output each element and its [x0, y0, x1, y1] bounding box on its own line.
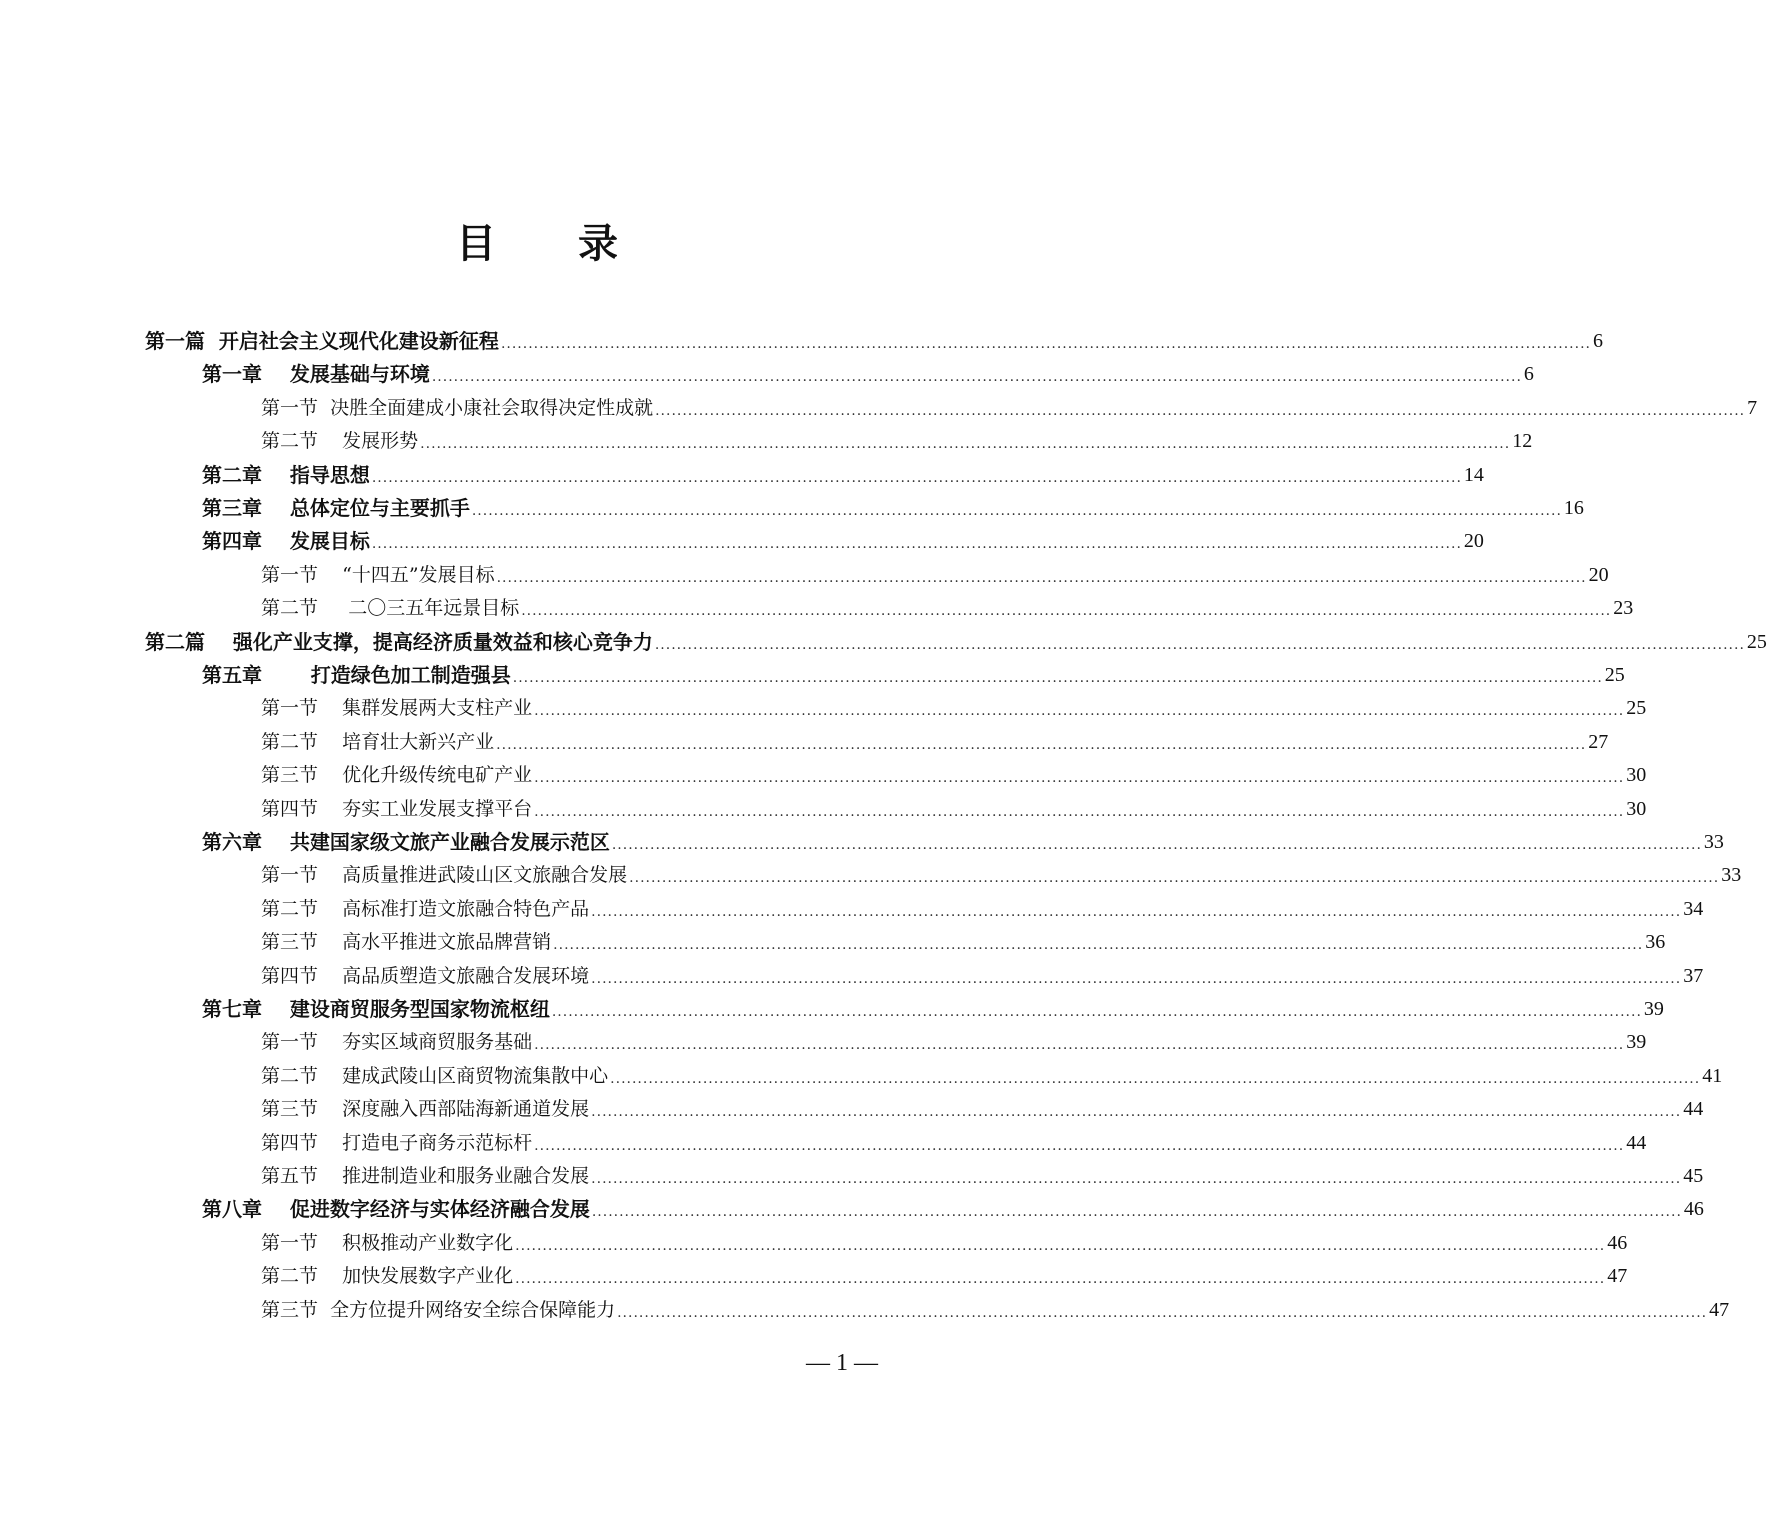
toc-entry-label: 第四章 发展目标 [202, 529, 370, 554]
toc-entry-page: 12 [1512, 430, 1533, 453]
toc-entry[interactable] [202, 456, 1484, 489]
toc-entry[interactable] [261, 723, 1609, 756]
toc-entry-label: 第一节 高质量推进武陵山区文旅融合发展 [261, 864, 628, 887]
toc-entry-page: 47 [1709, 1298, 1730, 1321]
dot-leader: ........................................................................................................................................................................................................ [515, 1271, 1606, 1288]
toc-entry[interactable] [261, 1257, 1628, 1290]
toc-entry[interactable] [145, 322, 1603, 355]
toc-entry[interactable] [261, 1057, 1723, 1090]
toc-entry[interactable] [261, 1224, 1628, 1257]
toc-entry-label: 第一节 集群发展两大支柱产业 [261, 697, 533, 720]
dot-leader: ........................................................................................................................................................................................................ [371, 536, 1462, 553]
toc-entry-page: 6 [1523, 363, 1534, 386]
toc-entry-label: 第二节 高标准打造文旅融合特色产品 [261, 897, 590, 920]
toc-entry[interactable] [261, 790, 1647, 823]
toc-entry-label: 第四节 高品质塑造文旅融合发展环境 [261, 964, 590, 987]
dot-leader: ........................................................................................................................................................................................................ [500, 336, 1591, 352]
toc-entry-page: 14 [1463, 463, 1484, 486]
dot-leader: ........................................................................................................................................................................................................ [553, 937, 1644, 954]
toc-entry[interactable] [261, 856, 1742, 889]
toc-entry-page: 23 [1613, 597, 1634, 620]
toc-entry[interactable] [261, 756, 1647, 789]
dot-leader: ........................................................................................................................................................................................................ [534, 770, 1625, 787]
dot-leader: ........................................................................................................................................................................................................ [591, 1171, 1682, 1187]
dot-leader: ........................................................................................................................................................................................................ [521, 603, 1612, 620]
toc-entry-label: 第八章 促进数字经济与实体经济融合发展 [202, 1197, 590, 1222]
toc-entry-label: 第六章 共建国家级文旅产业融合发展示范区 [202, 830, 610, 854]
dot-leader: ........................................................................................................................................................................................................ [591, 970, 1682, 987]
toc-entry-page: 45 [1683, 1165, 1704, 1187]
toc-entry-page: 33 [1721, 864, 1742, 887]
toc-entry[interactable] [145, 623, 1767, 656]
toc-entry[interactable] [261, 1124, 1647, 1157]
toc-entry-page: 20 [1588, 563, 1609, 586]
toc-entry[interactable] [202, 990, 1664, 1023]
toc-entry-page: 27 [1588, 730, 1609, 753]
toc-entry-page: 47 [1607, 1265, 1628, 1288]
toc-entry-label: 第三节 高水平推进文旅品牌营销 [261, 931, 552, 954]
toc-entry-page: 36 [1645, 931, 1666, 954]
toc-entry-label: 第七章 建设商贸服务型国家物流枢纽 [202, 997, 550, 1021]
toc-entry-label: 第二章 指导思想 [202, 462, 370, 487]
toc-entry-page: 33 [1703, 831, 1724, 853]
toc-entry[interactable] [261, 1090, 1704, 1123]
toc-entry-page: 44 [1683, 1098, 1704, 1121]
toc-entry-label: 第三节 深度融入西部陆海新通道发展 [261, 1098, 590, 1121]
toc-entry-label: 第二节 培育壮大新兴产业 [261, 730, 495, 753]
dot-leader: ........................................................................................................................................................................................................ [512, 670, 1603, 686]
toc-entry-label: 第一节 决胜全面建成小康社会取得决定性成就 [261, 396, 654, 419]
toc-entry-label: 第五节 推进制造业和服务业融合发展 [261, 1165, 590, 1187]
dot-leader: ........................................................................................................................................................................................................ [431, 369, 1522, 386]
dot-leader: ........................................................................................................................................................................................................ [371, 469, 1462, 486]
toc-entry-label: 第三节 优化升级传统电矿产业 [261, 764, 533, 787]
toc-entry-label: 第二节 加快发展数字产业化 [261, 1265, 514, 1288]
toc-entry[interactable] [202, 522, 1484, 555]
dot-leader: ........................................................................................................................................................................................................ [655, 402, 1746, 419]
dot-leader: ........................................................................................................................................................................................................ [654, 636, 1745, 653]
toc-entry[interactable] [261, 1291, 1730, 1324]
toc-entry-label: 第五章 打造绿色加工制造强县 [202, 663, 511, 687]
toc-entry-page: 46 [1607, 1231, 1628, 1254]
toc-entry[interactable] [261, 923, 1666, 956]
toc-entry[interactable] [202, 489, 1584, 522]
toc-entry-label: 第二节 二〇三五年远景目标 [261, 597, 520, 620]
toc-entry-page: 39 [1626, 1031, 1647, 1054]
toc-entry[interactable] [202, 1190, 1704, 1223]
page-title: 目 录 [456, 221, 652, 267]
toc-entry-page: 30 [1626, 797, 1647, 820]
toc-entry[interactable] [261, 890, 1704, 923]
dot-leader: ........................................................................................................................................................................................................ [617, 1304, 1708, 1321]
toc-entry[interactable] [261, 589, 1634, 622]
toc-entry-label: 第一节 夯实区域商贸服务基础 [261, 1031, 533, 1054]
toc-entry-label: 第三节 全方位提升网络安全综合保障能力 [261, 1298, 616, 1321]
toc-entry[interactable] [261, 556, 1609, 589]
toc-entry-label: 第三章 总体定位与主要抓手 [202, 496, 470, 520]
toc-entry[interactable] [202, 823, 1724, 856]
toc-entry-label: 第二节 发展形势 [261, 430, 419, 453]
dot-leader: ........................................................................................................................................................................................................ [611, 837, 1702, 853]
toc-entry-page: 25 [1604, 664, 1625, 686]
toc-entry[interactable] [202, 355, 1534, 388]
toc-entry-page: 7 [1747, 396, 1758, 419]
toc-entry-page: 25 [1626, 697, 1647, 720]
dot-leader: ........................................................................................................................................................................................................ [471, 503, 1562, 519]
toc-entry-page: 16 [1563, 497, 1584, 519]
toc-entry-label: 第二篇 强化产业支撑，提高经济质量效益和核心竞争力 [145, 629, 653, 654]
dot-leader: ........................................................................................................................................................................................................ [551, 1004, 1642, 1020]
toc-entry-label: 第二节 建成武陵山区商贸物流集散中心 [261, 1064, 609, 1087]
dot-leader: ........................................................................................................................................................................................................ [610, 1070, 1701, 1087]
toc-entry-label: 第一节 积极推动产业数字化 [261, 1231, 514, 1254]
toc-entry-page: 44 [1626, 1131, 1647, 1154]
toc-entry-label: 第一节 “十四五”发展目标 [261, 563, 495, 586]
toc-entry-page: 30 [1626, 764, 1647, 787]
dot-leader: ........................................................................................................................................................................................................ [534, 703, 1625, 720]
dot-leader: ........................................................................................................................................................................................................ [629, 870, 1720, 887]
toc-entry[interactable] [202, 656, 1625, 689]
toc-entry-label: 第一篇 开启社会主义现代化建设新征程 [145, 329, 499, 353]
toc-entry[interactable] [261, 389, 1758, 422]
toc-entry-page: 25 [1746, 630, 1767, 653]
toc-entry[interactable] [261, 957, 1704, 990]
toc-entry-page: 6 [1592, 330, 1603, 352]
dot-leader: ........................................................................................................................................................................................................ [420, 436, 1511, 453]
dot-leader: ........................................................................................................................................................................................................ [496, 736, 1587, 753]
dot-leader: ........................................................................................................................................................................................................ [534, 1037, 1625, 1054]
toc-entry-label: 第四节 夯实工业发展支撑平台 [261, 797, 533, 820]
dot-leader: ........................................................................................................................................................................................................ [496, 569, 1587, 586]
toc-entry-page: 41 [1702, 1064, 1723, 1087]
dot-leader: ........................................................................................................................................................................................................ [591, 1204, 1682, 1221]
toc-entry-page: 37 [1683, 964, 1704, 987]
toc-entry[interactable] [261, 422, 1533, 455]
dot-leader: ........................................................................................................................................................................................................ [534, 1137, 1625, 1154]
dot-leader: ........................................................................................................................................................................................................ [515, 1237, 1606, 1254]
toc-entry[interactable] [261, 689, 1647, 722]
toc-entry[interactable] [261, 1023, 1647, 1056]
dot-leader: ........................................................................................................................................................................................................ [591, 1104, 1682, 1121]
toc-entry-label: 第一章 发展基础与环境 [202, 362, 430, 387]
dot-leader: ........................................................................................................................................................................................................ [534, 803, 1625, 820]
toc-entry-page: 39 [1643, 998, 1664, 1020]
toc-entry-label: 第四节 打造电子商务示范标杆 [261, 1131, 533, 1154]
toc-entry[interactable] [261, 1157, 1704, 1190]
toc-entry-page: 46 [1683, 1198, 1704, 1221]
toc-entry-page: 20 [1463, 530, 1484, 553]
dot-leader: ........................................................................................................................................................................................................ [591, 903, 1682, 920]
toc-entry-page: 34 [1683, 897, 1704, 920]
page-number-footer: — 1 — [806, 1350, 878, 1376]
